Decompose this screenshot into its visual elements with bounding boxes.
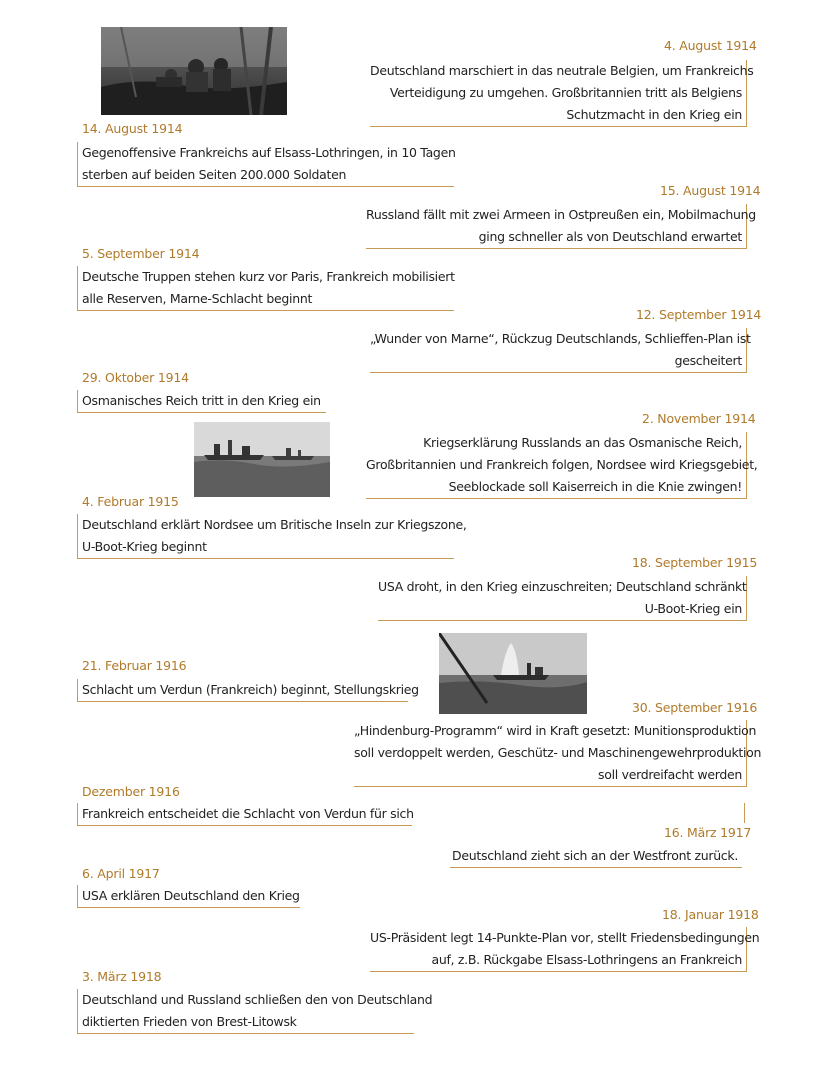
event-text: Gegenoffensive Frankreichs auf Elsass-Lothringen, in 10 Tagen <box>82 145 456 160</box>
event-date: 21. Februar 1916 <box>82 658 187 673</box>
event-text: Russland fällt mit zwei Armeen in Ostpreußen ein, Mobilmachung <box>366 207 756 222</box>
event-text: „Wunder von Marne“, Rückzug Deutschlands, Schlieffen-Plan ist <box>370 331 751 346</box>
event-text: Osmanisches Reich tritt in den Krieg ein <box>82 393 321 408</box>
event-date: 29. Oktober 1914 <box>82 370 189 385</box>
event-entry <box>77 390 326 413</box>
event-date: 4. August 1914 <box>664 38 757 53</box>
event-text: Deutschland und Russland schließen den von Deutschland <box>82 992 433 1007</box>
event-date: 3. März 1918 <box>82 969 162 984</box>
event-entry <box>378 576 747 621</box>
event-date: 18. September 1915 <box>632 555 758 570</box>
event-date: 5. September 1914 <box>82 246 200 261</box>
event-text: Kriegserklärung Russlands an das Osmanische Reich, <box>423 435 742 450</box>
event-entry <box>77 803 412 826</box>
event-text: Deutschland zieht sich an der Westfront zurück. <box>452 848 738 863</box>
event-text: sterben auf beiden Seiten 200.000 Soldaten <box>82 167 347 182</box>
event-date: 12. September 1914 <box>636 307 762 322</box>
photo-ship-explosion <box>439 633 587 714</box>
event-text: Deutsche Truppen stehen kurz vor Paris, Frankreich mobilisiert <box>82 269 455 284</box>
event-text: soll verdoppelt werden, Geschütz- und Maschinengewehrproduktion <box>354 745 762 760</box>
event-date: 14. August 1914 <box>82 121 183 136</box>
event-text: US-Präsident legt 14-Punkte-Plan vor, stellt Friedensbedingungen <box>370 930 760 945</box>
event-entry <box>77 142 454 187</box>
event-entry <box>366 432 758 499</box>
event-text: auf, z.B. Rückgabe Elsass-Lothringens an Frankreich <box>431 952 742 967</box>
event-entry <box>370 328 751 373</box>
divider-tick <box>744 803 745 823</box>
event-entry <box>77 989 433 1034</box>
event-text: alle Reserven, Marne-Schlacht beginnt <box>82 291 313 306</box>
event-text: ging schneller als von Deutschland erwartet <box>478 229 742 244</box>
photo-warships <box>194 422 330 497</box>
event-date: 18. Januar 1918 <box>662 907 759 922</box>
event-text: USA erklären Deutschland den Krieg <box>82 888 300 903</box>
event-date: 6. April 1917 <box>82 866 160 881</box>
event-text: USA droht, in den Krieg einzuschreiten; Deutschland schränkt <box>378 579 747 594</box>
event-text: Schutzmacht in den Krieg ein <box>566 107 742 122</box>
event-date: 30. September 1916 <box>632 700 758 715</box>
event-text: U-Boot-Krieg ein <box>644 601 742 616</box>
event-entry <box>77 885 300 908</box>
event-text: Verteidigung zu umgehen. Großbritannien tritt als Belgiens <box>389 85 742 100</box>
photo-soldiers-trench <box>101 27 287 115</box>
event-text: gescheitert <box>674 353 742 368</box>
event-text: Deutschland erklärt Nordsee um Britische Inseln zur Kriegszone, <box>82 517 467 532</box>
event-date: 15. August 1914 <box>660 183 761 198</box>
event-entry <box>354 720 762 787</box>
event-entry <box>366 204 756 249</box>
event-text: Schlacht um Verdun (Frankreich) beginnt, Stellungskrieg <box>82 682 419 697</box>
event-text: Deutschland marschiert in das neutrale Belgien, um Frankreichs <box>370 63 754 78</box>
event-text: „Hindenburg-Programm“ wird in Kraft gesetzt: Munitionsproduktion <box>354 723 757 738</box>
event-entry <box>77 266 454 311</box>
event-text: Seeblockade soll Kaiserreich in die Knie zwingen! <box>448 479 742 494</box>
event-text: Frankreich entscheidet die Schlacht von Verdun für sich <box>82 806 414 821</box>
event-text: soll verdreifacht werden <box>598 767 742 782</box>
event-entry <box>450 845 742 868</box>
event-date: 16. März 1917 <box>664 825 752 840</box>
event-text: U-Boot-Krieg beginnt <box>82 539 207 554</box>
event-entry <box>77 514 467 559</box>
event-date: 4. Februar 1915 <box>82 494 179 509</box>
event-text: Großbritannien und Frankreich folgen, Nordsee wird Kriegsgebiet, <box>366 457 758 472</box>
event-date: Dezember 1916 <box>82 784 180 799</box>
event-date: 2. November 1914 <box>642 411 756 426</box>
event-text: diktierten Frieden von Brest-Litowsk <box>82 1014 297 1029</box>
event-entry <box>77 679 419 702</box>
event-entry <box>370 927 760 972</box>
event-entry <box>370 60 754 127</box>
